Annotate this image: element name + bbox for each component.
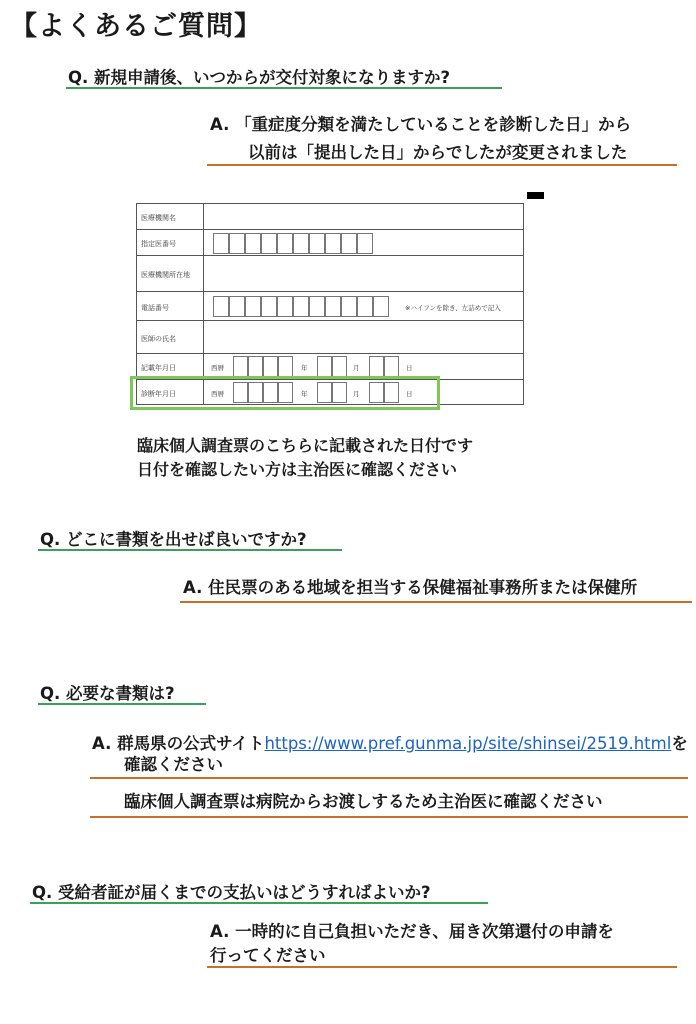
form-digit-box (357, 296, 373, 317)
form-digit-box (277, 296, 293, 317)
form-row-institution-address (137, 255, 523, 292)
faq-1-question: Q. 新規申請後、いつからが交付対象になりますか? (68, 68, 451, 87)
form-digit-box (213, 233, 229, 254)
black-mark (527, 192, 544, 199)
faq-1-question-underline (66, 87, 502, 89)
form-label: 医療機関名 (141, 214, 176, 222)
month-label: 月 (353, 364, 360, 372)
form-digit-box (277, 233, 293, 254)
year-label: 年 (301, 364, 308, 372)
form-date-box (278, 356, 293, 377)
form-digit-box (229, 233, 245, 254)
form-digit-box (245, 233, 261, 254)
faq-4-answer-underline (207, 966, 677, 968)
faq-3-answer-underline-2 (90, 816, 688, 818)
form-label: 記載年月日 (141, 364, 176, 372)
form-digit-box (229, 296, 245, 317)
day-label: 日 (406, 390, 413, 398)
form-digit-box (213, 296, 229, 317)
form-row-phone (137, 291, 523, 321)
era-label: 西暦 (211, 390, 224, 398)
faq-3-answer-line2: 確認ください (124, 755, 223, 774)
faq-1-answer-line2: 以前は「提出した日」からでしたが変更されました (248, 143, 628, 162)
faq-4-question: Q. 受給者証が届くまでの支払いはどうすればよいか? (32, 883, 431, 902)
phone-note: ※ハイフンを除き、左詰めで記入 (405, 304, 501, 312)
form-digit-box (309, 296, 325, 317)
form-date-box (233, 356, 248, 377)
form-row-institution-name (137, 204, 523, 229)
form-date-box (317, 356, 332, 377)
form-label: 医療機関所在地 (141, 271, 190, 279)
form-digit-box (373, 296, 389, 317)
form-digit-box (261, 233, 277, 254)
form-digit-box (341, 296, 357, 317)
clinical-survey-form-excerpt (136, 203, 524, 405)
form-digit-box (261, 296, 277, 317)
form-digit-box (293, 296, 309, 317)
form-row-doctor-number (137, 229, 523, 256)
faq-2-answer-underline (180, 601, 692, 603)
form-digit-box (309, 233, 325, 254)
form-note-line2: 日付を確認したい方は主治医に確認ください (137, 460, 458, 479)
faq-3-answer-prefix: A. 群馬県の公式サイト (92, 734, 265, 753)
form-digit-box (325, 233, 341, 254)
faq-3-question: Q. 必要な書類は? (40, 684, 175, 703)
faq-1-answer-line1: A. 「重症度分類を満たしていることを診断した日」から (210, 115, 632, 134)
form-digit-box (341, 233, 357, 254)
form-date-box (248, 356, 263, 377)
form-label: 医師の氏名 (141, 335, 176, 343)
form-date-box (369, 356, 384, 377)
era-label: 西暦 (211, 364, 224, 372)
month-label: 月 (353, 390, 360, 398)
gunma-official-site-link[interactable]: https://www.pref.gunma.jp/site/shinsei/2519.html (264, 734, 672, 753)
faq-2-question-underline (38, 549, 342, 551)
form-digit-box (357, 233, 373, 254)
faq-4-answer-line2: 行ってください (210, 946, 326, 965)
year-label: 年 (301, 390, 308, 398)
page-title: 【よくあるご質問】 (10, 11, 262, 42)
form-label: 指定医番号 (141, 240, 176, 248)
form-digit-box (325, 296, 341, 317)
form-date-box (384, 356, 399, 377)
faq-2-question: Q. どこに書類を出せば良いですか? (40, 530, 307, 549)
faq-3-answer-line3: 臨床個人調査票は病院からお渡しするため主治医に確認ください (124, 792, 603, 811)
form-digit-box (245, 296, 261, 317)
form-note-line1: 臨床個人調査票のこちらに記載された日付です (137, 436, 474, 455)
form-label: 電話番号 (141, 304, 169, 312)
form-date-box (332, 356, 347, 377)
form-digit-box (293, 233, 309, 254)
form-date-box (263, 356, 278, 377)
day-label: 日 (406, 364, 413, 372)
faq-4-answer-line1: A. 一時的に自己負担いただき、届き次第還付の申請を (210, 922, 614, 941)
faq-4-question-underline (30, 902, 488, 904)
faq-3-answer-suffix: を (671, 734, 688, 753)
faq-3-answer-underline-1 (90, 777, 688, 779)
faq-3-question-underline (38, 703, 206, 705)
form-row-doctor-name (137, 320, 523, 354)
faq-1-answer-underline (207, 164, 677, 166)
diagnosis-date-highlight (130, 376, 440, 410)
form-label: 診断年月日 (141, 390, 176, 398)
faq-2-answer-line1: A. 住民票のある地域を担当する保健福祉事務所または保健所 (183, 578, 638, 597)
